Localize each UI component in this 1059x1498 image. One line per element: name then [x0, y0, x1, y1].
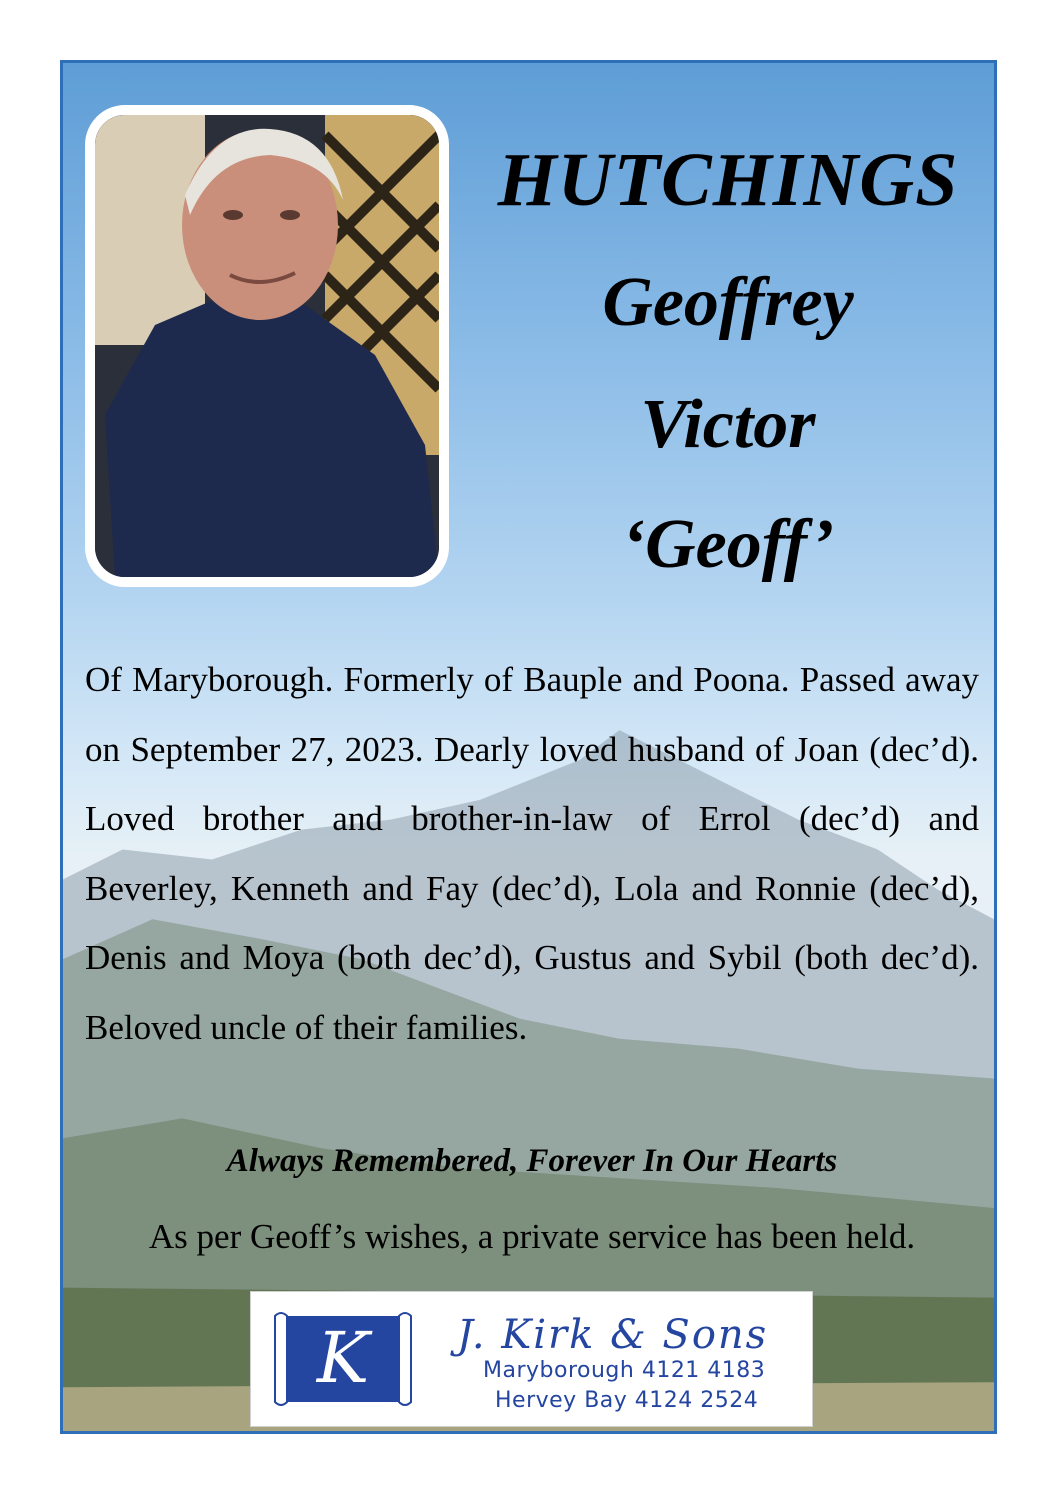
nickname: ‘Geoff’ [621, 506, 835, 583]
given-name-second: Victor [640, 386, 816, 463]
scroll-monogram-icon [273, 1310, 413, 1408]
notice-body: Of Maryborough. Formerly of Bauple and Poona. Passed away on September 27, 2023. Dearly loved husband of Joan (dec’d). Loved brother and brother-in-law of Errol (dec’d) and Beverley, Kenneth and Fay (dec’d), Lola and Ronnie (dec’d), Denis and Moya (both dec’d), Gustus and Sybil (both dec’d). Beloved uncle of their families. [85, 660, 979, 1047]
hervey-bay-phone: Hervey Bay 4124 2524 [495, 1388, 759, 1413]
maryborough-phone: Maryborough 4121 4183 [483, 1358, 766, 1383]
notice-frame [60, 60, 997, 1434]
given-name-first: Geoffrey [602, 264, 854, 341]
logo-monogram: K [316, 1317, 370, 1399]
funeral-director-logo [250, 1291, 813, 1427]
funeral-director-name: J. Kirk & Sons [457, 1312, 769, 1358]
surname-heading: HUTCHINGS [497, 138, 959, 222]
service-note: As per Geoff’s wishes, a private service has been held. [148, 1217, 916, 1256]
tagline: Always Remembered, Forever In Our Hearts [226, 1143, 838, 1179]
portrait-photo [85, 105, 449, 587]
